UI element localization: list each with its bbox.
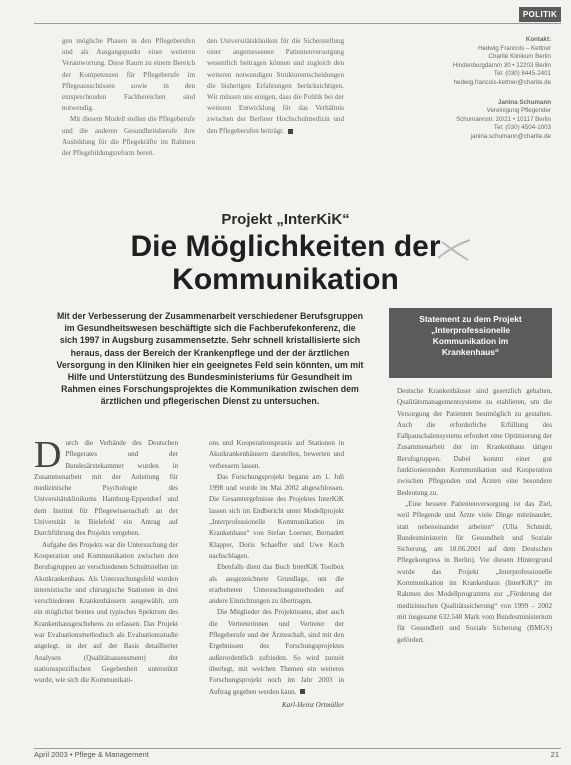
- end-mark-icon: [288, 129, 293, 134]
- headline-line-1: Die Möglichkeiten der: [130, 230, 441, 263]
- contact-line: Schumannstr. 20/21 • 10117 Berlin: [456, 115, 551, 123]
- contact-block: [385, 99, 551, 142]
- body-column-2: [209, 438, 344, 711]
- statement-line: Kommunikation im: [432, 336, 509, 346]
- body-paragraph: urch die Verbände des Deutschen Pflegerates und der Bundesärztekammer wurden in Zusammenarbeit mit der Anleitung für medizinische Psychologie des Universitätsklinikums Hamburg-Eppendorf und dem Institut für Pflegewissenschaft an der Universität in Bielefeld ein Antrag auf Durchführung des Projekts vergeben.: [34, 439, 178, 538]
- author-name: Karl-Heinz Ortmüller: [281, 700, 344, 709]
- page-number: 21: [550, 750, 559, 759]
- header-rule: [34, 23, 561, 24]
- body-column-1: [34, 434, 178, 687]
- statement-line: Statement zu dem Projekt: [419, 314, 522, 324]
- contact-line: Tel: (030) 8445-2401: [493, 70, 551, 78]
- contact-block: [385, 36, 551, 88]
- footer-issue: April 2003 • Pflege & Management: [34, 750, 149, 759]
- top-column-2: [207, 36, 344, 137]
- contact-line: hedwig.francois-kettner@charite.de: [453, 78, 551, 86]
- body-paragraph: Aufgabe des Projekts war die Untersuchung der Kooperation und Kommunikation zwischen den Berufsgruppen an verschiedenen Schnittstellen im Akutkrankenhaus. Als Untersuchungsfeld wurden internistische und chirurgische Stationen in drei verschiedenen Krankenhäusern ausgewählt, um ein möglichst breites und typisches Spektrum des Krankenhausgeschehens zu erfassen. Das Projekt war Evaluationsmethodisch als Evaluationsstudie angelegt, in der auf der Basis detaillierter Analysen (Qualitätsassessment) der stationsspezifischen Gegebenheit unterstützt wurde, wie sich die Kommunikati-: [34, 540, 178, 685]
- section-tag: POLITIK: [519, 7, 561, 22]
- contact-line: Vereinigung Pflegender: [486, 107, 551, 115]
- body-paragraph: Ebenfalls dient das Buch InterKiK Toolbox als ausgezeichnete Grundlage, um die erarbeiteten Untersuchungsmethoden auf andere Einrichtungen zu übertragen.: [209, 563, 344, 606]
- body-column-3: [397, 386, 552, 646]
- contact-line: Hedwig Francois – Kettner: [478, 44, 551, 52]
- contact-line: Charité Klinikum Berlin: [488, 53, 551, 61]
- body-paragraph: Deutsche Krankenhäuser sind gesetzlich gehalten, Qualitätsmanagementsysteme zu etablieren, um die Versorgung der Patienten bestmöglich zu gestalten. Auch die erforderliche Erfüllung des Fallpauschalensystems erfordert eine Optimierung der Zusammenarbeit der im Krankenhaus tätigen Berufsgruppen. Dabei kommt einer gut funktionierenden Kommunikation und Kooperation zwischen Pflegenden und Ärzten eine besondere Bedeutung zu.: [397, 387, 552, 497]
- article-kicker: Projekt „InterKiK“: [221, 211, 350, 228]
- contact-heading: Janina Schumann: [498, 98, 551, 106]
- top-column-1-paragraph: Mit diesem Modell stellen die Pflegeberufe und die anderen Gesundheitsberufe ihre Ausbildung für die Pflegekräfte im Rahmen der Pflegebildungsreform bereit.: [62, 115, 195, 158]
- top-column-1: [62, 36, 195, 159]
- contact-line: Tel: (030) 4504-1003: [493, 124, 551, 132]
- top-column-1-paragraph: gen mögliche Phasen in den Pflegeberufen und als Ausgangspunkt einer weiteren Verantwortung. Diese Raum zu einem Bereich der Kompetenzen für Pflegeberufe im Pflegeausschüssen sowie in den entsprechenden Fachbereichen sind notwendig.: [62, 37, 195, 113]
- body-paragraph: Die Mitglieder des Projektteams, aber auch die Vertreterinnen und Vertreter der Pflegeberufe und der Ärzteschaft, sind mit den Ergebnissen des Forschungsprojektes außerordentlich zufrieden. So wird zurzeit überlegt, mit welchen Themen ein weiteres Forschungsprojekt noch im Jahr 2003 in Auftrag gegeben werden kann.: [209, 608, 344, 696]
- swoosh-decoration-icon: [436, 238, 472, 262]
- statement-line: „Interprofessionelle: [430, 325, 511, 335]
- drop-cap: D: [34, 434, 62, 476]
- headline-line-2: Kommunikation: [172, 263, 399, 296]
- contact-line: janina.schumann@charite.de: [470, 132, 551, 140]
- contact-heading: Kontakt:: [525, 36, 551, 43]
- statement-box: [389, 308, 552, 378]
- body-paragraph: „Eine bessere Patientenversorgung ist das Ziel, weil Pflegende und Ärzte viele Dinge miteinander, statt nebeneinander arbeiten“ (Ulla Schmidt, Bundesministerin für Gesundheit und Soziale Sicherung, am 18.06.2001 auf dem Deutschen Pflegekongress in Berlin). Vor diesem Hintergrund wurde das Projekt „Interprofessionelle Kommunikation im Krankenhaus (InterKiK)“ im Rahmen des Modellprogramms zur „Förderung der medizinischen Qualitätssicherung“ von 1999 – 2002 mit insgesamt 632.548 Mark vom Bundesministerium für Gesundheit und Soziale Sicherung (BMGS) gefördert.: [397, 499, 552, 644]
- body-paragraph: ons und Kooperationspraxis auf Stationen in Akutkrankenhäusern darstellen, bewerten und verbessern lassen.: [209, 439, 344, 470]
- contact-info: [385, 36, 551, 142]
- article-headline: [0, 230, 571, 296]
- article-lead: Mit der Verbesserung der Zusammenarbeit verschiedener Berufsgruppen im Gesundheitswesen beschäftigte sich die Fachberufekonferenz, die sich 1997 in Augsburg zusammensetzte. Sehr schnell kristallisierte sich heraus, dass der Bereich der Krankenpflege und der der ärztlichen Versorgung in den Kliniken hier ein geeignetes Feld sein könnten, um mit Hilfe und Unterstützung des Bundesministeriums für Gesundheit im Rahmen eines Forschungsprojektes die Kommunikation zwischen dem ärztlichen und pflegerischen Dienst zu untersuchen.: [56, 311, 364, 407]
- statement-line: Krankenhaus“: [441, 347, 500, 357]
- top-column-2-paragraph: den Universitätskliniken für die Sicherstellung einer angemessenen Patientenversorgung wesentlich beitragen können und zugleich den weiteren notwendigen Strukturentscheidungen die bisherigen Erfahrungen berücksichtigen. Wir müssen uns einigen, dass die Politik bei der weiteren Entwicklung für das Verhältnis zwischen der Berliner Hochschulmedizin und den Pflegeberufen beiträgt.: [207, 37, 344, 135]
- body-paragraph: Das Forschungsprojekt begann am 1. Juli 1998 und wurde im Mai 2002 abgeschlossen. Die Gesamtergebnisse des Projektes InterKiK lassen sich im Endbericht unter Modellprojekt „Interprofessionelle Kommunikation im Krankenhaus“ von Stefan Loerner, Bernadett Klapper, Doris Schaeffer und Uwe Koch nachschlagen.: [209, 472, 344, 560]
- contact-line: Hindenburgdamm 30 • 12203 Berlin: [452, 61, 551, 69]
- footer-rule: [34, 748, 561, 749]
- end-mark-icon: [300, 689, 305, 694]
